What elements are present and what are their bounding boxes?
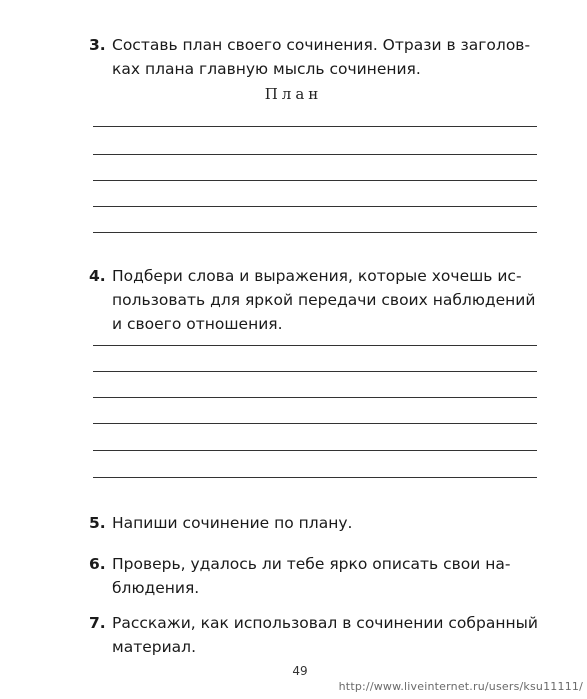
answer-line (93, 126, 537, 127)
task-text (90, 552, 538, 600)
task-line: Проверь, удалось ли тебе ярко описать свои на- (112, 555, 511, 573)
answer-line (93, 154, 537, 155)
task-text (90, 511, 538, 535)
task-number: 3. (89, 36, 106, 54)
task-4 (90, 264, 538, 336)
task-text (90, 264, 538, 336)
task-text (90, 33, 538, 81)
task-number: 6. (89, 555, 106, 573)
task-6 (90, 552, 538, 600)
answer-line (93, 477, 537, 478)
answer-line (93, 423, 537, 424)
task-line: блюдения. (112, 579, 200, 597)
answer-line (93, 371, 537, 372)
task-number: 4. (89, 267, 106, 285)
task-line: ках плана главную мысль сочинения. (112, 60, 421, 78)
answer-line (93, 232, 537, 233)
answer-line (93, 450, 537, 451)
task-number: 5. (89, 514, 106, 532)
task-3 (90, 33, 538, 81)
answer-line (93, 397, 537, 398)
task-line: материал. (112, 638, 197, 656)
page-number: 49 (292, 664, 308, 678)
task-7 (90, 611, 538, 659)
watermark-link[interactable]: http://www.liveinternet.ru/users/ksu11111/ (338, 680, 583, 693)
task-number: 7. (89, 614, 106, 632)
task-line: и своего отношения. (112, 315, 283, 333)
task-5 (90, 511, 538, 535)
answer-line (93, 206, 537, 207)
task-line: пользовать для яркой передачи своих наблюдений (112, 291, 536, 309)
answer-line (93, 180, 537, 181)
task-line: Составь план своего сочинения. Отрази в заголов- (112, 36, 531, 54)
plan-title: План (264, 85, 323, 103)
task-line: Подбери слова и выражения, которые хочешь ис- (112, 267, 522, 285)
task-line: Расскажи, как использовал в сочинении собранный (112, 614, 538, 632)
answer-line (93, 345, 537, 346)
task-line: Напиши сочинение по плану. (112, 514, 353, 532)
task-text (90, 611, 538, 659)
